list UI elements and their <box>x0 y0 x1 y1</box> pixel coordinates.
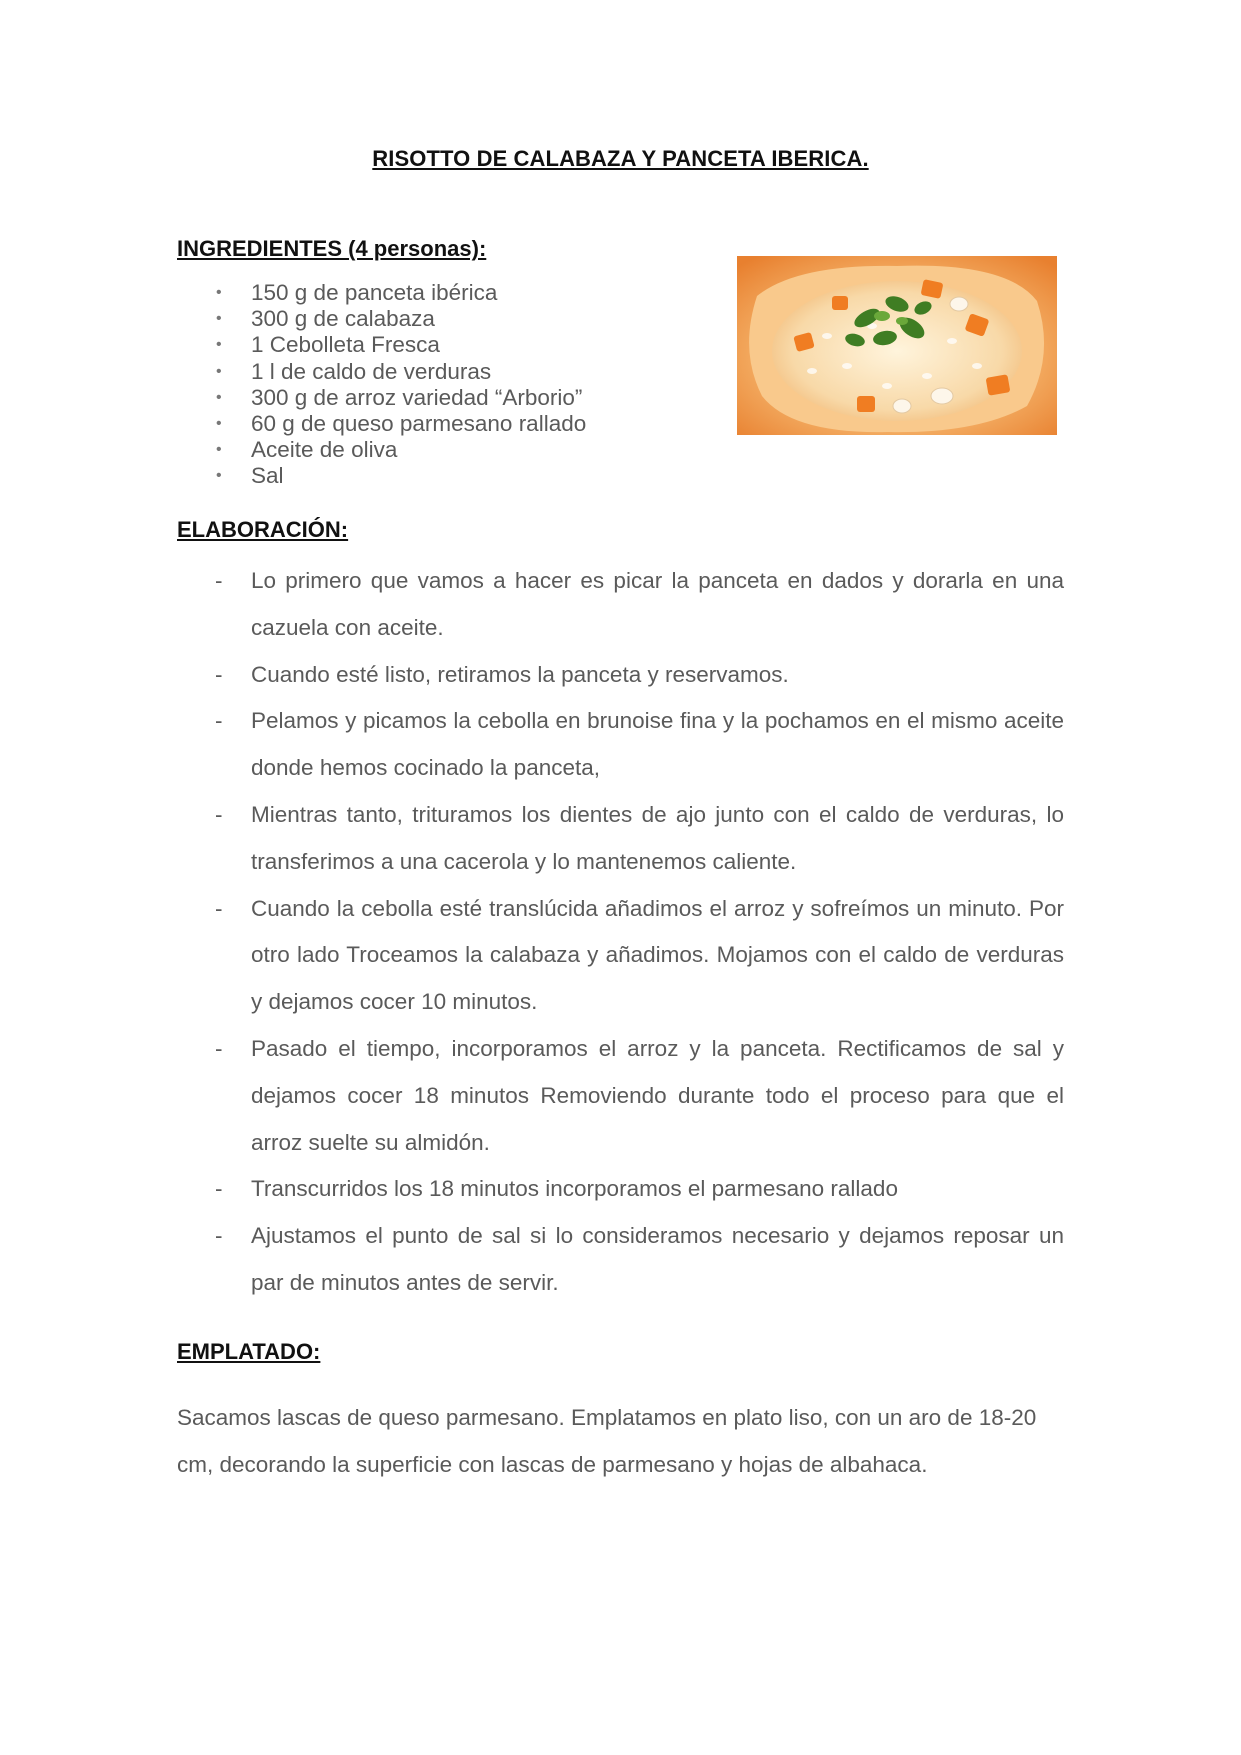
ingredient-item <box>177 359 586 385</box>
ingredient-text: 150 g de panceta ibérica <box>251 280 498 305</box>
bullet-icon: • <box>216 388 222 406</box>
dash-icon: - <box>215 801 223 827</box>
dash-icon: - <box>215 1035 223 1061</box>
step-item <box>177 792 1064 886</box>
ingredient-text: Sal <box>251 463 284 489</box>
ingredient-text: 300 g de calabaza <box>251 306 435 332</box>
step-text: Transcurridos los 18 minutos incorporamos el parmesano rallado <box>251 1176 898 1202</box>
step-item <box>177 652 1064 699</box>
step-item <box>177 1213 1064 1307</box>
ingredient-item <box>177 385 586 411</box>
step-text: Pasado el tiempo, incorporamos el arroz y la panceta. Rectificamos de sal y dejamos cocer 18 minutos Removiendo durante todo el proceso para que el arroz suelte su almidón. <box>251 1035 1064 1155</box>
step-text: Lo primero que vamos a hacer es picar la panceta en dados y dorarla en una cazuela con aceite. <box>251 568 1064 640</box>
bullet-icon: • <box>216 284 222 301</box>
step-item <box>177 886 1064 1026</box>
ingredient-item <box>177 411 586 437</box>
emplatado-text: Sacamos lascas de queso parmesano. Emplatamos en plato liso, con un aro de 18-20 cm, decorando la superficie con lascas de parmesano y hojas de albahaca. <box>177 1405 1037 1477</box>
step-text: Cuando la cebolla esté translúcida añadimos el arroz y sofreímos un minuto. Por otro lado Troceamos la calabaza y añadimos. Mojamos con el caldo de verduras y dejamos cocer 10 minutos. <box>251 895 1064 1015</box>
steps-list <box>177 558 1064 1307</box>
bullet-icon: • <box>216 467 222 485</box>
dash-icon: - <box>215 1176 223 1202</box>
step-item <box>177 1166 1064 1213</box>
ingredient-item <box>177 463 586 489</box>
risotto-photo <box>737 256 1057 435</box>
step-item <box>177 558 1064 652</box>
ingredient-item <box>177 332 586 358</box>
dash-icon: - <box>215 661 223 687</box>
ingredient-text: 300 g de arroz variedad “Arborio” <box>251 384 583 410</box>
bullet-icon: • <box>216 441 222 459</box>
bullet-icon: • <box>216 336 222 354</box>
dash-icon: - <box>215 1223 223 1249</box>
step-item <box>177 1026 1064 1166</box>
step-text: Cuando esté listo, retiramos la panceta y reservamos. <box>251 661 789 687</box>
emplatado-heading: EMPLATADO: <box>177 1339 321 1364</box>
elaboracion-heading: ELABORACIÓN: <box>177 517 349 542</box>
dash-icon: - <box>215 568 223 593</box>
recipe-title: RISOTTO DE CALABAZA Y PANCETA IBERICA. <box>372 146 869 171</box>
ingredient-item <box>177 437 586 463</box>
ingredient-text: 1 l de caldo de verduras <box>251 358 492 384</box>
ingredients-list <box>177 280 586 490</box>
step-text: Pelamos y picamos la cebolla en brunoise fina y la pochamos en el mismo aceite donde hemos cocinado la panceta, <box>251 708 1064 781</box>
step-text: Ajustamos el punto de sal si lo consideramos necesario y dejamos reposar un par de minutos antes de servir. <box>251 1223 1064 1295</box>
ingredient-text: 1 Cebolleta Fresca <box>251 332 440 358</box>
step-text: Mientras tanto, trituramos los dientes de ajo junto con el caldo de verduras, lo transferimos a una cacerola y lo mantenemos caliente. <box>251 801 1064 874</box>
ingredient-text: 60 g de queso parmesano rallado <box>251 410 587 436</box>
bullet-icon: • <box>216 310 222 328</box>
ingredient-item <box>177 306 586 332</box>
ingredient-text: Aceite de oliva <box>251 437 398 463</box>
bullet-icon: • <box>216 362 222 380</box>
dash-icon: - <box>215 708 223 734</box>
dash-icon: - <box>215 895 223 921</box>
ingredient-item <box>177 280 586 306</box>
ingredients-heading: INGREDIENTES (4 personas): <box>177 236 487 261</box>
step-item <box>177 698 1064 792</box>
bullet-icon: • <box>216 414 222 432</box>
